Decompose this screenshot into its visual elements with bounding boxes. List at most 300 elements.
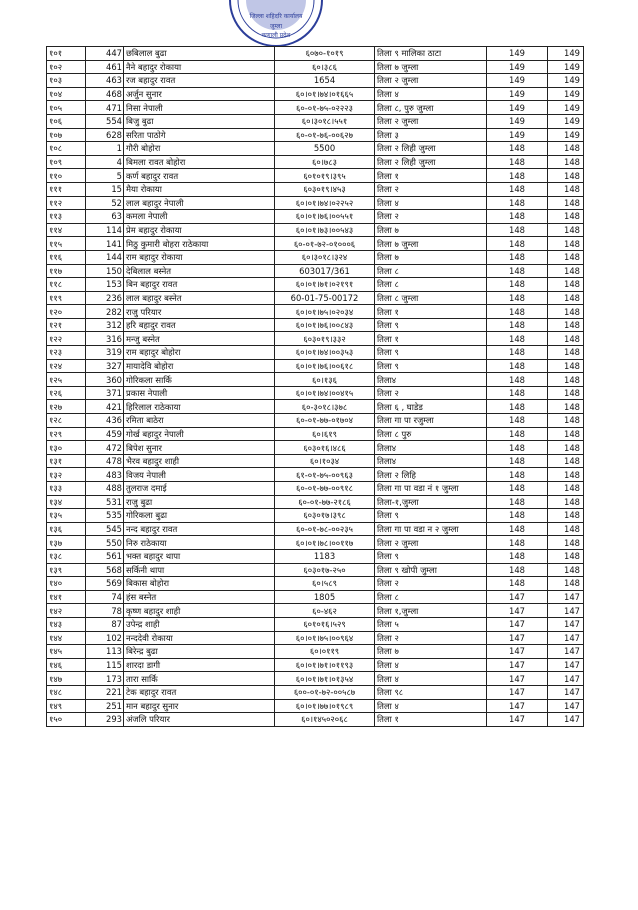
address-cell: तिला गा पा वडा न २ जुम्ला [375, 522, 487, 536]
address-cell: तिला १ [375, 305, 487, 319]
serial-number-cell: ११२ [47, 196, 86, 210]
table-row [47, 250, 584, 264]
citizenship-number-cell: ६०३०१७-२५० [275, 563, 375, 577]
serial-number-cell: १०७ [47, 128, 86, 142]
address-cell: तिला ६ , घाडेड [375, 400, 487, 414]
final-score-cell: 148 [548, 549, 584, 563]
citizenship-number-cell: ६०।०१।७५।०२०३४ [275, 305, 375, 319]
final-score-cell: 148 [548, 264, 584, 278]
address-cell: तिला ९८ [375, 685, 487, 699]
address-cell: तिला ४ [375, 87, 487, 101]
score-cell: 149 [487, 101, 548, 115]
full-name-cell: गोर्ख बहादुर नेपाली [124, 427, 275, 441]
citizenship-number-cell: ६०।०१।७६।००८४३ [275, 318, 375, 332]
score-cell: 148 [487, 482, 548, 496]
serial-number-cell: १३६ [47, 522, 86, 536]
full-name-cell: तुलराज दमाई [124, 482, 275, 496]
address-cell: तिला ८ जुम्ला [375, 291, 487, 305]
serial-number-cell: १२७ [47, 400, 86, 414]
address-cell: तिला ८, पुरु जुम्ला [375, 101, 487, 115]
final-score-cell: 147 [548, 672, 584, 686]
id-number-cell: 468 [86, 87, 124, 101]
full-name-cell: हंस बस्नेत [124, 590, 275, 604]
score-cell: 148 [487, 346, 548, 360]
final-score-cell: 148 [548, 563, 584, 577]
table-row [47, 305, 584, 319]
table-row [47, 196, 584, 210]
serial-number-cell: १०८ [47, 142, 86, 156]
citizenship-number-cell: 1805 [275, 590, 375, 604]
serial-number-cell: १३३ [47, 482, 86, 496]
id-number-cell: 472 [86, 441, 124, 455]
table-row [47, 210, 584, 224]
final-score-cell: 149 [548, 87, 584, 101]
serial-number-cell: १२३ [47, 346, 86, 360]
final-score-cell: 148 [548, 454, 584, 468]
table-row [47, 400, 584, 414]
final-score-cell: 148 [548, 522, 584, 536]
table-row [47, 699, 584, 713]
full-name-cell: मान बहादुर सुनार [124, 699, 275, 713]
citizenship-number-cell: ६०।१४५०२०६८ [275, 713, 375, 727]
serial-number-cell: १३४ [47, 495, 86, 509]
id-number-cell: 78 [86, 604, 124, 618]
id-number-cell: 360 [86, 373, 124, 387]
full-name-cell: राम बहादुर बोहोरा [124, 346, 275, 360]
score-cell: 147 [487, 672, 548, 686]
id-number-cell: 63 [86, 210, 124, 224]
table-row [47, 631, 584, 645]
citizenship-number-cell: ६०।५८९ [275, 577, 375, 591]
final-score-cell: 148 [548, 318, 584, 332]
id-number-cell: 316 [86, 332, 124, 346]
full-name-cell: अंजलि परियार [124, 713, 275, 727]
id-number-cell: 371 [86, 386, 124, 400]
full-name-cell: गौरी बोहोरा [124, 142, 275, 156]
serial-number-cell: १०५ [47, 101, 86, 115]
score-cell: 148 [487, 441, 548, 455]
score-cell: 148 [487, 522, 548, 536]
id-number-cell: 74 [86, 590, 124, 604]
full-name-cell: कृष्ण बहादुर शाही [124, 604, 275, 618]
score-cell: 148 [487, 536, 548, 550]
serial-number-cell: १३९ [47, 563, 86, 577]
citizenship-number-cell: ६०।३०१८।५५१ [275, 114, 375, 128]
full-name-cell: बिरेन्द्र बुढा [124, 645, 275, 659]
id-number-cell: 15 [86, 182, 124, 196]
id-number-cell: 461 [86, 60, 124, 74]
id-number-cell: 447 [86, 47, 124, 61]
score-cell: 148 [487, 291, 548, 305]
serial-number-cell: १११ [47, 182, 86, 196]
address-cell: तिला ९ [375, 549, 487, 563]
address-cell: तिला २ [375, 386, 487, 400]
citizenship-number-cell: ६०३०१९।४५३ [275, 182, 375, 196]
citizenship-number-cell: ६०३०१७।३९८ [275, 509, 375, 523]
final-score-cell: 147 [548, 658, 584, 672]
citizenship-number-cell: 603017/361 [275, 264, 375, 278]
score-cell: 148 [487, 563, 548, 577]
full-name-cell: गोरिकला सार्कि [124, 373, 275, 387]
citizenship-number-cell: ६००-०१-७२-००५८७ [275, 685, 375, 699]
full-name-cell: सरिता पाठोगे [124, 128, 275, 142]
serial-number-cell: ११५ [47, 237, 86, 251]
citizenship-number-cell: ६०।०१।७१।०१३५४ [275, 672, 375, 686]
address-cell: तिला २ लिही जुम्ला [375, 155, 487, 169]
citizenship-number-cell: ६०।०१।७५।००९६४ [275, 631, 375, 645]
citizenship-number-cell: ६१-०१-७५-००९६३ [275, 468, 375, 482]
final-score-cell: 149 [548, 114, 584, 128]
citizenship-number-cell: 60-01-75-00172 [275, 291, 375, 305]
id-number-cell: 459 [86, 427, 124, 441]
final-score-cell: 147 [548, 631, 584, 645]
address-cell: तिला४ [375, 373, 487, 387]
full-name-cell: रमिता बाठेरा [124, 414, 275, 428]
id-number-cell: 478 [86, 454, 124, 468]
table-body [47, 47, 584, 727]
id-number-cell: 52 [86, 196, 124, 210]
id-number-cell: 483 [86, 468, 124, 482]
serial-number-cell: १२२ [47, 332, 86, 346]
score-cell: 149 [487, 47, 548, 61]
full-name-cell: बिन बहादुर रावत [124, 278, 275, 292]
id-number-cell: 463 [86, 74, 124, 88]
id-number-cell: 327 [86, 359, 124, 373]
address-cell: तिला ५ [375, 617, 487, 631]
serial-number-cell: ११० [47, 169, 86, 183]
score-cell: 147 [487, 604, 548, 618]
table-row [47, 155, 584, 169]
address-cell: तिला गा पा रजुम्ला [375, 414, 487, 428]
address-cell: तिला २ [375, 631, 487, 645]
final-score-cell: 148 [548, 291, 584, 305]
address-cell: तिला ३ [375, 128, 487, 142]
final-score-cell: 148 [548, 482, 584, 496]
address-cell: तिला ७ [375, 250, 487, 264]
citizenship-number-cell: ६०।०१।७१।०११९३ [275, 658, 375, 672]
full-name-cell: निसा नेपाली [124, 101, 275, 115]
serial-number-cell: १२४ [47, 359, 86, 373]
final-score-cell: 148 [548, 250, 584, 264]
score-cell: 148 [487, 495, 548, 509]
final-score-cell: 148 [548, 468, 584, 482]
final-score-cell: 148 [548, 536, 584, 550]
citizenship-number-cell: ६०-०१-७२-०१०००६ [275, 237, 375, 251]
full-name-cell: देबिलाल बस्नेत [124, 264, 275, 278]
id-number-cell: 153 [86, 278, 124, 292]
score-cell: 148 [487, 509, 548, 523]
citizenship-number-cell: ६०।०१।७३।००५४३ [275, 223, 375, 237]
address-cell: तिला ४ [375, 699, 487, 713]
full-name-cell: निरु राठेकाया [124, 536, 275, 550]
id-number-cell: 471 [86, 101, 124, 115]
municipality-seal [216, 0, 336, 48]
full-name-cell: उपेन्द्र शाही [124, 617, 275, 631]
table-row [47, 577, 584, 591]
citizenship-number-cell: ६०-०१-७६-००६२७ [275, 128, 375, 142]
serial-number-cell: १०१ [47, 47, 86, 61]
id-number-cell: 312 [86, 318, 124, 332]
full-name-cell: लाल बहादुर बस्नेत [124, 291, 275, 305]
full-name-cell: मायादेवि बोहोरा [124, 359, 275, 373]
id-number-cell: 550 [86, 536, 124, 550]
id-number-cell: 1 [86, 142, 124, 156]
table-row [47, 645, 584, 659]
score-cell: 148 [487, 359, 548, 373]
citizenship-number-cell: ६०-०१-७७-००९१८ [275, 482, 375, 496]
final-score-cell: 148 [548, 155, 584, 169]
final-score-cell: 148 [548, 577, 584, 591]
serial-number-cell: १३८ [47, 549, 86, 563]
address-cell: तिला ८ [375, 278, 487, 292]
final-score-cell: 147 [548, 617, 584, 631]
score-cell: 148 [487, 264, 548, 278]
address-cell: तिला ४ [375, 196, 487, 210]
table-row [47, 482, 584, 496]
full-name-cell: टेक बहादुर रावत [124, 685, 275, 699]
citizenship-number-cell: ६०।०१।७६।००५५१ [275, 210, 375, 224]
final-score-cell: 148 [548, 196, 584, 210]
final-score-cell: 148 [548, 305, 584, 319]
citizenship-number-cell: ६०-०१-७५-०२२२३ [275, 101, 375, 115]
full-name-cell: शारदा डागी [124, 658, 275, 672]
final-score-cell: 148 [548, 278, 584, 292]
full-name-cell: राजु बुढा [124, 495, 275, 509]
table-row [47, 114, 584, 128]
full-name-cell: कर्ण बहादुर रावत [124, 169, 275, 183]
citizenship-number-cell: ६०-४६२ [275, 604, 375, 618]
table-row [47, 468, 584, 482]
full-name-cell: विजय नेपाली [124, 468, 275, 482]
final-score-cell: 148 [548, 359, 584, 373]
address-cell: तिला ८ [375, 590, 487, 604]
score-cell: 148 [487, 386, 548, 400]
id-number-cell: 561 [86, 549, 124, 563]
id-number-cell: 87 [86, 617, 124, 631]
score-cell: 147 [487, 645, 548, 659]
final-score-cell: 148 [548, 142, 584, 156]
serial-number-cell: १२० [47, 305, 86, 319]
citizenship-number-cell: ६०।६१९ [275, 427, 375, 441]
table-row [47, 359, 584, 373]
final-score-cell: 149 [548, 101, 584, 115]
full-name-cell: मन्जु बस्नेत [124, 332, 275, 346]
serial-number-cell: १४९ [47, 699, 86, 713]
full-name-cell: प्रेम बहादुर रोकाया [124, 223, 275, 237]
id-number-cell: 5 [86, 169, 124, 183]
final-score-cell: 149 [548, 74, 584, 88]
citizenship-number-cell: ६०।०१।७७।०१९८९ [275, 699, 375, 713]
citizenship-number-cell: ६०७०-१०१९ [275, 47, 375, 61]
id-number-cell: 628 [86, 128, 124, 142]
id-number-cell: 531 [86, 495, 124, 509]
serial-number-cell: १४५ [47, 645, 86, 659]
final-score-cell: 149 [548, 60, 584, 74]
address-cell: तिला ९ [375, 359, 487, 373]
score-cell: 147 [487, 713, 548, 727]
table-row [47, 169, 584, 183]
score-cell: 149 [487, 60, 548, 74]
address-cell: तिला २ जुम्ला [375, 74, 487, 88]
score-cell: 148 [487, 454, 548, 468]
table-row [47, 414, 584, 428]
table-row [47, 536, 584, 550]
address-cell: तिला २ लिही जुम्ला [375, 142, 487, 156]
id-number-cell: 436 [86, 414, 124, 428]
full-name-cell: नैने बहादुर रोकाया [124, 60, 275, 74]
full-name-cell: हरि बहादुर रावत [124, 318, 275, 332]
serial-number-cell: ११६ [47, 250, 86, 264]
score-cell: 148 [487, 305, 548, 319]
citizenship-number-cell: ६०३०१६।४८६ [275, 441, 375, 455]
citizenship-number-cell: 1654 [275, 74, 375, 88]
serial-number-cell: ११३ [47, 210, 86, 224]
score-cell: 148 [487, 414, 548, 428]
id-number-cell: 113 [86, 645, 124, 659]
table-row [47, 672, 584, 686]
citizenship-number-cell: ६०।०१।७४।००३५३ [275, 346, 375, 360]
table-row [47, 386, 584, 400]
svg-text:कणाली प्रदेश: कणाली प्रदेश [261, 32, 291, 39]
score-cell: 147 [487, 631, 548, 645]
citizenship-number-cell: ६०-३०१८।३७८ [275, 400, 375, 414]
address-cell: तिला ९ [375, 509, 487, 523]
full-name-cell: बिपेश सुनार [124, 441, 275, 455]
final-score-cell: 148 [548, 441, 584, 455]
final-score-cell: 147 [548, 645, 584, 659]
id-number-cell: 293 [86, 713, 124, 727]
serial-number-cell: १०९ [47, 155, 86, 169]
table-row [47, 318, 584, 332]
id-number-cell: 4 [86, 155, 124, 169]
score-cell: 147 [487, 658, 548, 672]
address-cell: तिला ७ [375, 223, 487, 237]
id-number-cell: 568 [86, 563, 124, 577]
id-number-cell: 554 [86, 114, 124, 128]
table-row [47, 223, 584, 237]
table-row [47, 522, 584, 536]
table-row [47, 373, 584, 387]
serial-number-cell: १४२ [47, 604, 86, 618]
full-name-cell: भैरव बहादुर शाही [124, 454, 275, 468]
final-score-cell: 148 [548, 346, 584, 360]
score-cell: 149 [487, 114, 548, 128]
full-name-cell: लाल बहादुर नेपाली [124, 196, 275, 210]
table-row [47, 427, 584, 441]
serial-number-cell: १०४ [47, 87, 86, 101]
address-cell: तिला १ [375, 332, 487, 346]
table-row [47, 142, 584, 156]
score-cell: 148 [487, 468, 548, 482]
serial-number-cell: १०२ [47, 60, 86, 74]
serial-number-cell: १४० [47, 577, 86, 591]
id-number-cell: 144 [86, 250, 124, 264]
score-cell: 147 [487, 590, 548, 604]
score-cell: 148 [487, 237, 548, 251]
id-number-cell: 141 [86, 237, 124, 251]
full-name-cell: भक्त बहादुर थापा [124, 549, 275, 563]
serial-number-cell: १४३ [47, 617, 86, 631]
full-name-cell: नन्द बहादुर रावत [124, 522, 275, 536]
score-cell: 148 [487, 196, 548, 210]
id-number-cell: 488 [86, 482, 124, 496]
citizenship-number-cell: 1183 [275, 549, 375, 563]
serial-number-cell: १२८ [47, 414, 86, 428]
full-name-cell: गोरिकला बुढा [124, 509, 275, 523]
table-row [47, 509, 584, 523]
final-score-cell: 148 [548, 223, 584, 237]
full-name-cell: मिठु कुमारी बोहरा राठेकाया [124, 237, 275, 251]
address-cell: तिला गा पा वडा नं १ जुम्ला [375, 482, 487, 496]
serial-number-cell: १५० [47, 713, 86, 727]
citizenship-number-cell: ६०।०१।७६।००६१८ [275, 359, 375, 373]
citizenship-number-cell: ६०।०१।७८।००११७ [275, 536, 375, 550]
citizenship-number-cell: ६०।०१।७४।०१६६५ [275, 87, 375, 101]
full-name-cell: राम बहादुर रोकाया [124, 250, 275, 264]
serial-number-cell: १३५ [47, 509, 86, 523]
final-score-cell: 147 [548, 604, 584, 618]
address-cell: तिला ८ [375, 264, 487, 278]
full-name-cell: हिरिलाल राठेकाया [124, 400, 275, 414]
final-score-cell: 148 [548, 169, 584, 183]
score-cell: 148 [487, 182, 548, 196]
table-row [47, 604, 584, 618]
citizenship-number-cell: ६०-०१-७७-०१७०४ [275, 414, 375, 428]
serial-number-cell: ११७ [47, 264, 86, 278]
id-number-cell: 114 [86, 223, 124, 237]
id-number-cell: 319 [86, 346, 124, 360]
svg-text:जुम्ला: जुम्ला [269, 23, 283, 30]
final-score-cell: 147 [548, 713, 584, 727]
citizenship-number-cell: ६०।०१।७४।००४१५ [275, 386, 375, 400]
serial-number-cell: १२९ [47, 427, 86, 441]
id-number-cell: 535 [86, 509, 124, 523]
serial-number-cell: १२५ [47, 373, 86, 387]
table-row [47, 332, 584, 346]
table-row [47, 495, 584, 509]
address-cell: तिला ९ [375, 346, 487, 360]
table-row [47, 278, 584, 292]
final-score-cell: 148 [548, 414, 584, 428]
full-name-cell: अर्जुन सुनार [124, 87, 275, 101]
score-cell: 148 [487, 427, 548, 441]
serial-number-cell: १३२ [47, 468, 86, 482]
citizenship-number-cell: ६०।३०१८।३२४ [275, 250, 375, 264]
address-cell: तिला १ [375, 169, 487, 183]
id-number-cell: 545 [86, 522, 124, 536]
table-row [47, 617, 584, 631]
citizenship-number-cell: 5500 [275, 142, 375, 156]
table-row [47, 74, 584, 88]
citizenship-number-cell: ६०।१०३४ [275, 454, 375, 468]
citizenship-number-cell: ६०-०१-७८-००२३५ [275, 522, 375, 536]
address-cell: तिला ९ मालिका ठाटा [375, 47, 487, 61]
score-cell: 147 [487, 699, 548, 713]
full-name-cell: राजु परियार [124, 305, 275, 319]
address-cell: तिला-१,जुम्ला [375, 495, 487, 509]
final-score-cell: 147 [548, 699, 584, 713]
table-row [47, 685, 584, 699]
full-name-cell: कमला नेपाली [124, 210, 275, 224]
id-number-cell: 282 [86, 305, 124, 319]
serial-number-cell: १४६ [47, 658, 86, 672]
full-name-cell: प्रकास नेपाली [124, 386, 275, 400]
final-score-cell: 148 [548, 182, 584, 196]
table-row [47, 454, 584, 468]
table-row [47, 658, 584, 672]
final-score-cell: 148 [548, 237, 584, 251]
serial-number-cell: १३१ [47, 454, 86, 468]
